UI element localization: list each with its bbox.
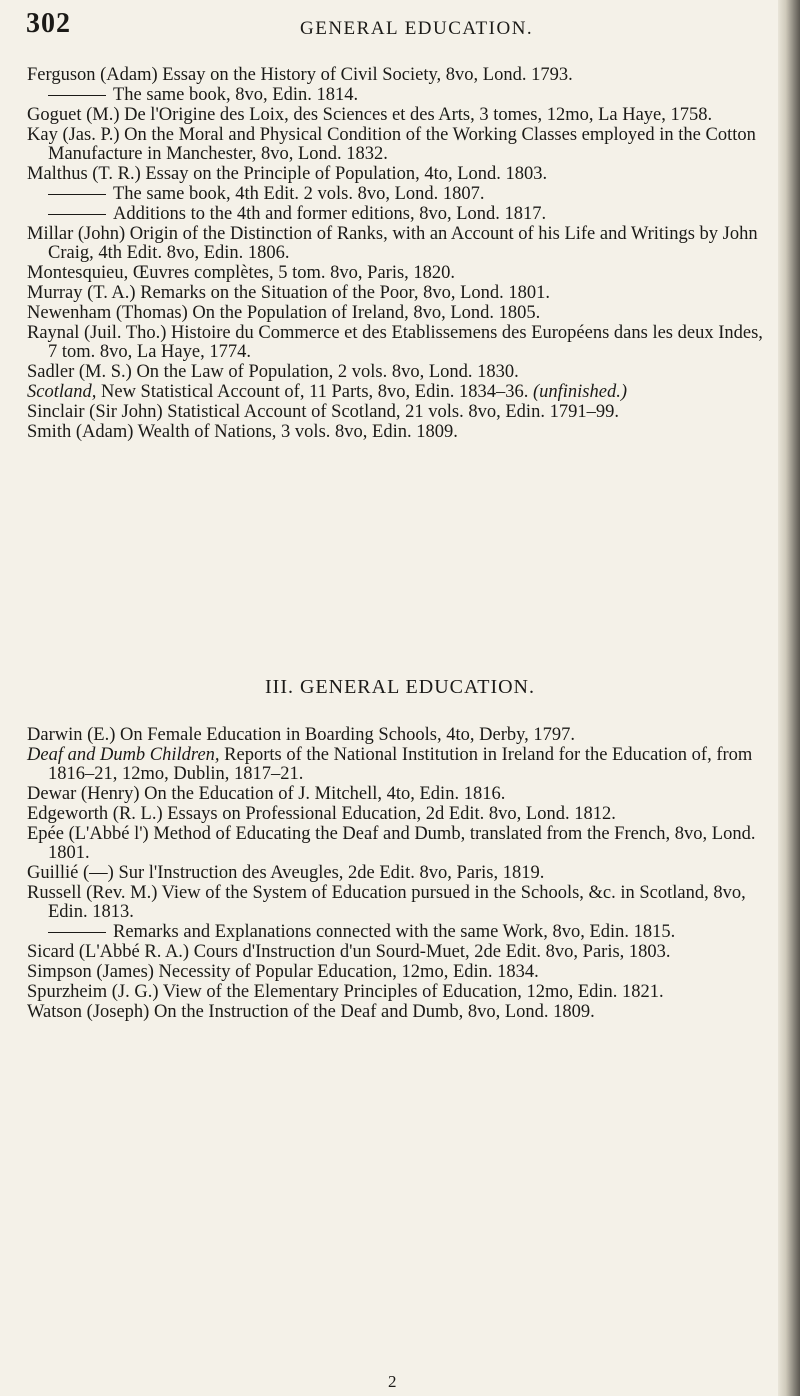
bibliography-entry <box>27 126 772 164</box>
bibliography-entry <box>27 805 772 824</box>
entry-text: Goguet (M.) De l'Origine des Loix, des Sciences et des Arts, 3 tomes, 12mo, La Haye, 1758. <box>27 105 713 125</box>
entry-text: Raynal (Juil. Tho.) Histoire du Commerce et des Etablissemens des Européens dans les deux Indes, 7 tom. 8vo, La Haye, 1774. <box>27 323 763 362</box>
entry-text: Spurzheim (J. G.) View of the Elementary Principles of Education, 12mo, Edin. 1821. <box>27 982 664 1002</box>
bibliography-entry <box>27 284 772 303</box>
entry-text: Darwin (E.) On Female Education in Boarding Schools, 4to, Derby, 1797. <box>27 725 576 745</box>
entry-text: Malthus (T. R.) Essay on the Principle of Population, 4to, Lond. 1803. <box>27 164 548 184</box>
bibliography-entry <box>27 205 772 224</box>
bibliography-entry <box>27 825 772 863</box>
entry-text: The same book, 8vo, Edin. 1814. <box>113 85 359 105</box>
ditto-dash <box>48 95 106 96</box>
bibliography-entry <box>27 383 772 402</box>
bibliography-entry <box>27 165 772 184</box>
ditto-dash <box>48 214 106 215</box>
entry-text: Sinclair (Sir John) Statistical Account of Scotland, 21 vols. 8vo, Edin. 1791–99. <box>27 402 619 422</box>
bibliography-entry <box>27 324 772 362</box>
bibliography-entry <box>27 264 772 283</box>
bibliography-entry <box>27 66 772 85</box>
entry-text: Watson (Joseph) On the Instruction of the Deaf and Dumb, 8vo, Lond. 1809. <box>27 1002 595 1022</box>
entry-italic-title: Deaf and Dumb Children, <box>27 745 220 765</box>
bibliography-entry <box>27 86 772 105</box>
bibliography-entry <box>27 106 772 125</box>
entry-text: Sicard (L'Abbé R. A.) Cours d'Instruction d'un Sourd-Muet, 2de Edit. 8vo, Paris, 1803. <box>27 942 671 962</box>
entry-text: Remarks and Explanations connected with the same Work, 8vo, Edin. 1815. <box>113 922 676 942</box>
entry-text: Newenham (Thomas) On the Population of Ireland, 8vo, Lond. 1805. <box>27 303 541 323</box>
entry-text: Reports of the National Institution in Ireland for the Education of, from 1816–21, 12mo, Dublin, 1817–21. <box>48 745 753 784</box>
entry-text: The same book, 4th Edit. 2 vols. 8vo, Lond. 1807. <box>113 184 485 204</box>
bibliography-entry <box>27 746 772 784</box>
entry-text: Sadler (M. S.) On the Law of Population, 2 vols. 8vo, Lond. 1830. <box>27 362 519 382</box>
bibliography-entry <box>27 963 772 982</box>
ditto-dash <box>48 194 106 195</box>
signature-mark: 2 <box>388 1372 397 1391</box>
bibliography-entry <box>27 403 772 422</box>
bibliography-entry <box>27 864 772 883</box>
entry-text: Russell (Rev. M.) View of the System of Education pursued in the Schools, &c. in Scotland, 8vo, Edin. 1813. <box>27 883 746 922</box>
bibliography-entry <box>27 923 772 942</box>
bibliography-entry <box>27 884 772 922</box>
entry-text: Guillié (—) Sur l'Instruction des Aveugles, 2de Edit. 8vo, Paris, 1819. <box>27 863 545 883</box>
bibliography-entry <box>27 726 772 745</box>
entry-text: Ferguson (Adam) Essay on the History of Civil Society, 8vo, Lond. 1793. <box>27 65 573 85</box>
entry-text: Millar (John) Origin of the Distinction of Ranks, with an Account of his Life and Writings by John Craig, 4th Edit. 8vo, Edin. 1806. <box>27 224 758 263</box>
entry-text: Smith (Adam) Wealth of Nations, 3 vols. 8vo, Edin. 1809. <box>27 422 458 442</box>
bibliography-entry <box>27 225 772 263</box>
bibliography-entry <box>27 983 772 1002</box>
entry-text: Murray (T. A.) Remarks on the Situation of the Poor, 8vo, Lond. 1801. <box>27 283 551 303</box>
entry-text: Dewar (Henry) On the Education of J. Mitchell, 4to, Edin. 1816. <box>27 784 506 804</box>
bibliography-entry <box>27 785 772 804</box>
entry-text: Simpson (James) Necessity of Popular Education, 12mo, Edin. 1834. <box>27 962 539 982</box>
entry-text: Additions to the 4th and former editions, 8vo, Lond. 1817. <box>113 204 547 224</box>
entry-text: Montesquieu, Œuvres complètes, 5 tom. 8vo, Paris, 1820. <box>27 263 456 283</box>
entry-text: Kay (Jas. P.) On the Moral and Physical Condition of the Working Classes employed in the Cotton Manufacture in Manchester, 8vo, Lond. 1832. <box>27 125 756 164</box>
entry-text: New Statistical Account of, 11 Parts, 8vo, Edin. 1834–36. <box>96 382 529 402</box>
bibliography-list-statistics <box>27 66 772 443</box>
running-head: GENERAL EDUCATION. <box>300 18 534 39</box>
bibliography-entry <box>27 363 772 382</box>
entry-text: Epée (L'Abbé l') Method of Educating the Deaf and Dumb, translated from the French, 8vo, Lond. 1801. <box>27 824 756 863</box>
bibliography-entry <box>27 943 772 962</box>
ditto-dash <box>48 932 106 933</box>
bibliography-entry <box>27 185 772 204</box>
section-heading: III. GENERAL EDUCATION. <box>265 676 535 698</box>
bibliography-entry <box>27 1003 772 1022</box>
bibliography-entry <box>27 423 772 442</box>
entry-italic-note: (unfinished.) <box>528 382 627 402</box>
entry-text: Edgeworth (R. L.) Essays on Professional Education, 2d Edit. 8vo, Lond. 1812. <box>27 804 616 824</box>
bibliography-list-general-education <box>27 726 772 1023</box>
entry-italic-title: Scotland, <box>27 382 97 402</box>
bibliography-entry <box>27 304 772 323</box>
page-number: 302 <box>26 8 71 39</box>
